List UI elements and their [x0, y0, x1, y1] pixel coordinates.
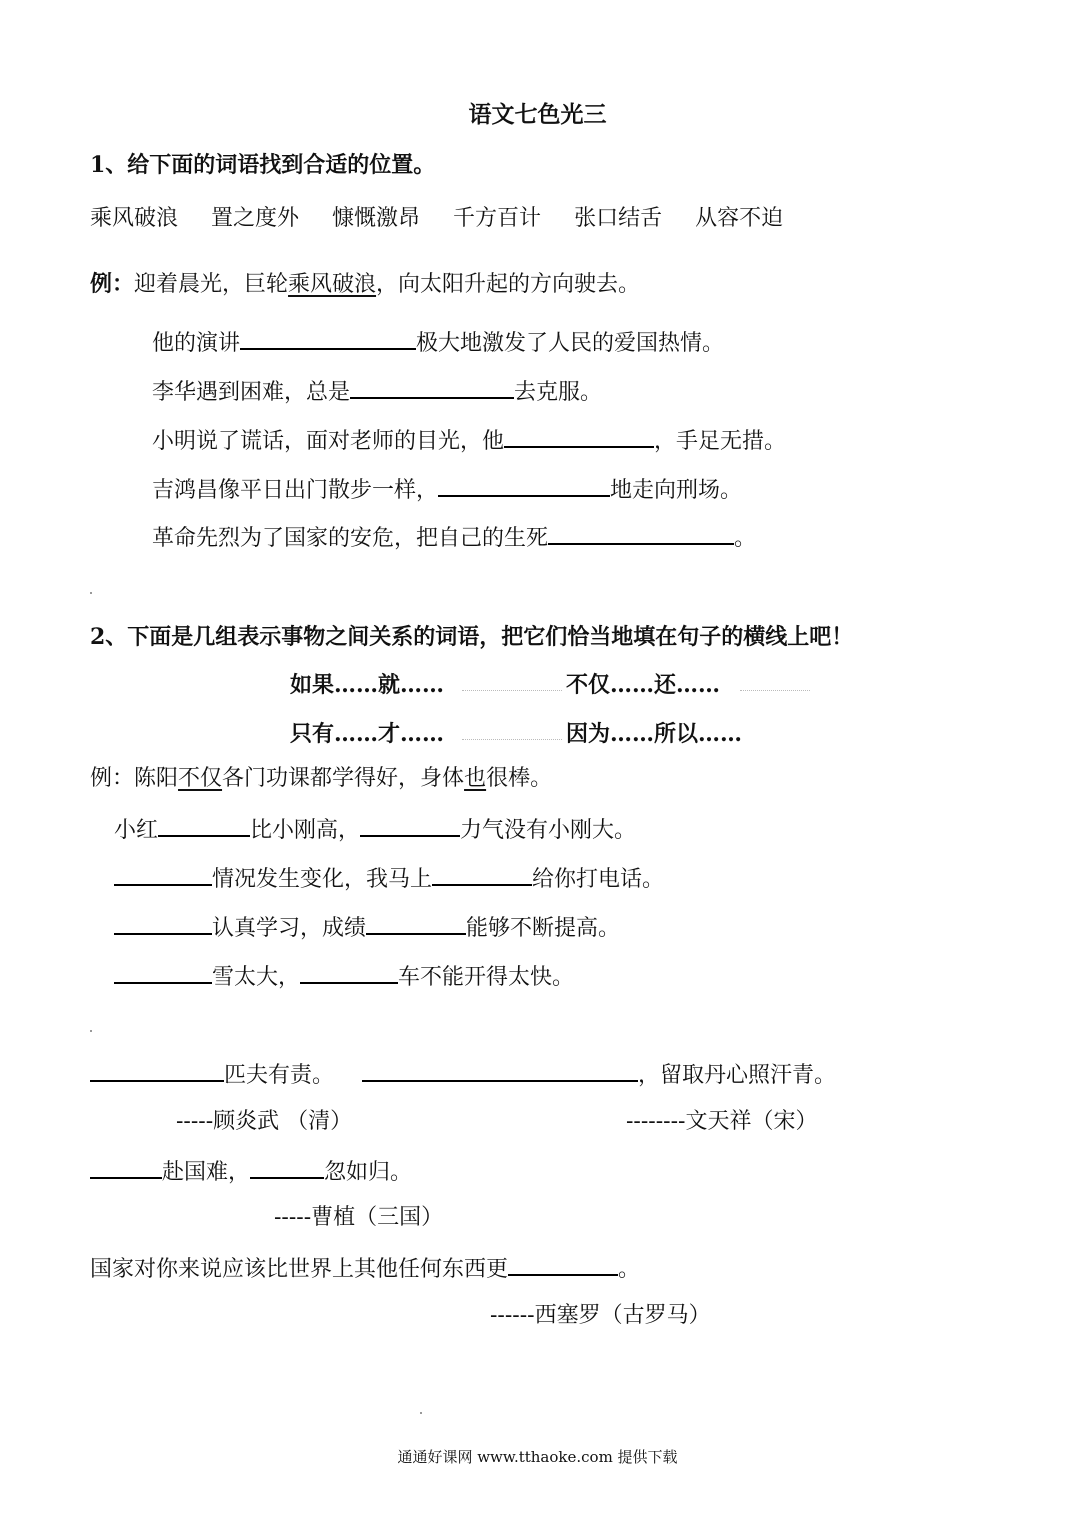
fill-sentence: [114, 813, 636, 846]
answer-blank[interactable]: [90, 1058, 224, 1082]
quote-text: 国家对你来说应该比世界上其他任何东西更: [90, 1257, 509, 1282]
sentence-text: 。: [734, 526, 757, 551]
fill-sentence: [114, 960, 574, 993]
fill-sentence: [152, 375, 602, 408]
section1-heading: 1、给下面的词语找到合适的位置。: [90, 152, 436, 178]
answer-blank[interactable]: [360, 813, 460, 837]
sentence-text: 吉鸿昌像平日出门散步一样，: [152, 478, 439, 503]
fill-sentence: [152, 326, 724, 359]
sentence-text: 比小刚高，: [250, 818, 361, 843]
answer-blank[interactable]: [432, 862, 532, 886]
example-text: 迎着晨光，巨轮: [134, 272, 289, 297]
word-item: 张口结舌: [574, 206, 663, 231]
quote-text: 赴国难，: [162, 1160, 251, 1185]
section2-heading: 2、下面是几组表示事物之间关系的词语，把它们恰当地填在句子的横线上吧！: [90, 624, 854, 650]
conjunction-item: 只有……才……: [290, 721, 445, 747]
answer-blank[interactable]: [240, 326, 416, 350]
section2-example: [90, 764, 552, 794]
quote-line: [362, 1058, 836, 1091]
fill-sentence: [152, 521, 756, 554]
scan-speck: [90, 592, 92, 594]
fill-sentence: [114, 862, 664, 895]
answer-blank[interactable]: [350, 375, 514, 399]
sentence-text: ，手足无措。: [654, 429, 787, 454]
conjunction-item: 因为……所以……: [566, 721, 743, 747]
answer-blank[interactable]: [114, 862, 212, 886]
answer-blank[interactable]: [114, 960, 212, 984]
sentence-text: 极大地激发了人民的爱国热情。: [416, 331, 725, 356]
example-text: 很棒。: [486, 766, 553, 791]
dotted-filler: [462, 676, 562, 691]
quote-author: --------文天祥（宋）: [626, 1109, 818, 1134]
example-label: 例：: [90, 271, 135, 297]
sentence-text: 给你打电话。: [532, 867, 665, 892]
sentence-text: 车不能开得太快。: [398, 965, 575, 990]
answer-blank[interactable]: [548, 521, 734, 545]
sentence-text: 革命先烈为了国家的安危，把自己的生死: [152, 526, 549, 551]
word-item: 乘风破浪: [90, 206, 179, 231]
example-text: 各门功课都学得好，身体: [222, 766, 465, 791]
answer-blank[interactable]: [90, 1155, 162, 1179]
conjunction-item: 不仅……还……: [566, 672, 721, 698]
page-footer: 通通好课网 www.tthaoke.com 提供下载: [397, 1448, 678, 1466]
quote-line: [90, 1058, 334, 1091]
answer-blank[interactable]: [114, 911, 212, 935]
answer-blank[interactable]: [438, 473, 610, 497]
sentence-text: 地走向刑场。: [610, 478, 743, 503]
answer-blank[interactable]: [362, 1058, 638, 1082]
answer-blank[interactable]: [158, 813, 250, 837]
sentence-text: 能够不断提高。: [466, 916, 621, 941]
sentence-text: 小红: [114, 818, 159, 843]
quote-author: -----顾炎武 （清）: [176, 1109, 353, 1134]
quote-author: -----曹植（三国）: [274, 1205, 444, 1230]
page-title: 语文七色光三: [468, 101, 607, 128]
quote-text: 匹夫有责。: [224, 1063, 335, 1088]
example-text: ，向太阳升起的方向驶去。: [376, 272, 641, 297]
quote-line: [90, 1252, 640, 1285]
section1-example: [90, 269, 640, 300]
answer-blank[interactable]: [508, 1252, 618, 1276]
answer-blank[interactable]: [366, 911, 466, 935]
sentence-text: 李华遇到困难，总是: [152, 380, 351, 405]
dotted-filler: [462, 725, 562, 740]
quote-text: ，留取丹心照汗青。: [638, 1063, 837, 1088]
sentence-text: 去克服。: [514, 380, 603, 405]
dotted-filler: [740, 676, 810, 691]
word-item: 置之度外: [211, 206, 300, 231]
word-item: 千方百计: [453, 206, 542, 231]
scan-speck: [90, 1030, 92, 1032]
answer-blank[interactable]: [504, 424, 654, 448]
answer-blank[interactable]: [300, 960, 398, 984]
fill-sentence: [114, 911, 620, 944]
example-underlined: 乘风破浪: [288, 272, 377, 297]
example-underlined: 也: [464, 766, 487, 791]
fill-sentence: [152, 424, 786, 457]
quote-line: [90, 1155, 412, 1188]
example-underlined: 不仅: [178, 766, 223, 791]
example-text: 陈阳: [134, 766, 179, 791]
quote-text: 。: [618, 1257, 641, 1282]
word-item: 慷慨激昂: [332, 206, 421, 231]
sentence-text: 小明说了谎话，面对老师的目光，他: [152, 429, 505, 454]
sentence-text: 认真学习，成绩: [212, 916, 367, 941]
word-item: 从容不迫: [695, 206, 784, 231]
word-bank: [90, 204, 809, 234]
quote-text: 忽如归。: [324, 1160, 413, 1185]
answer-blank[interactable]: [250, 1155, 324, 1179]
scan-speck: [420, 1412, 422, 1414]
conjunction-item: 如果……就……: [290, 672, 445, 698]
sentence-text: 雪太大，: [212, 965, 301, 990]
example-label: 例：: [90, 766, 135, 791]
sentence-text: 他的演讲: [152, 331, 241, 356]
sentence-text: 力气没有小刚大。: [460, 818, 637, 843]
sentence-text: 情况发生变化，我马上: [212, 867, 433, 892]
fill-sentence: [152, 473, 742, 506]
quote-author: ------西塞罗（古罗马）: [490, 1303, 711, 1328]
